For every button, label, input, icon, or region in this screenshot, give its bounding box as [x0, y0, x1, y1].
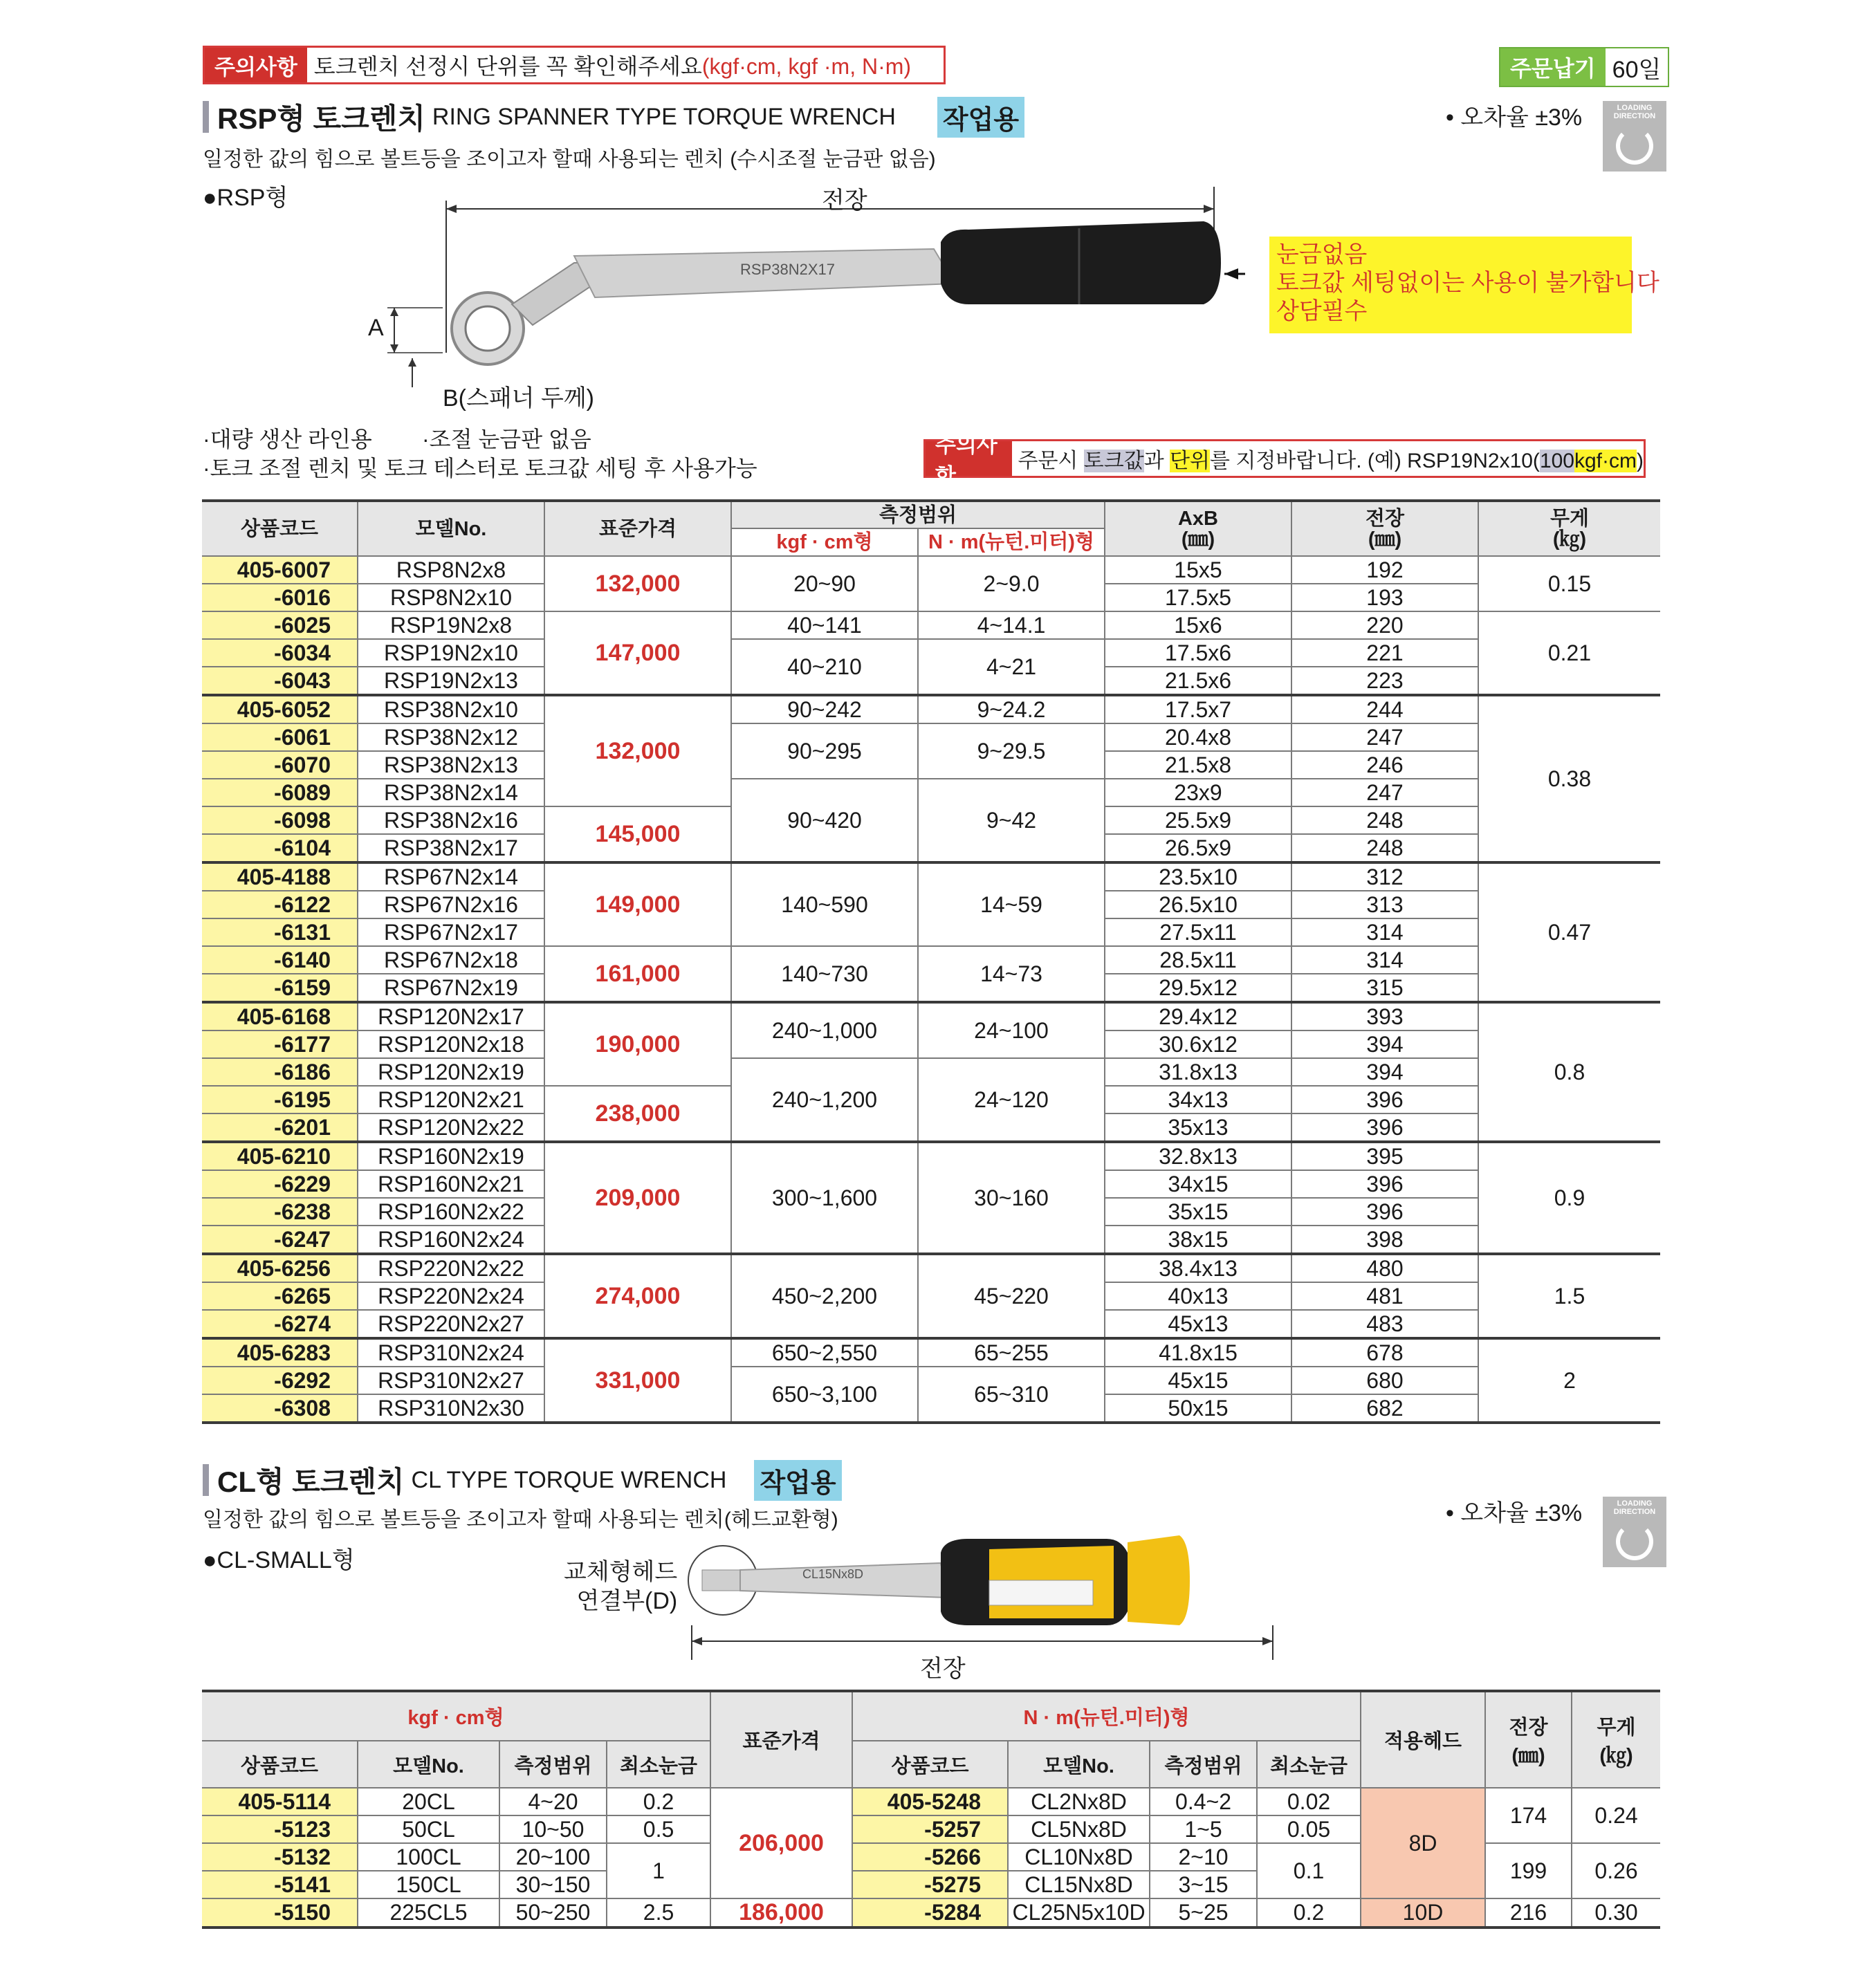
rsp-length-label: 전장 — [822, 187, 867, 214]
model-no: RSP38N2x10 — [358, 695, 544, 723]
table-row — [202, 556, 1660, 584]
table-row — [202, 1338, 1660, 1367]
length: 246 — [1291, 751, 1478, 779]
range-nm: 4~21 — [918, 639, 1105, 695]
price: 238,000 — [544, 1086, 731, 1142]
rsp-wrench-image — [346, 173, 1245, 408]
range-kgf: 650~3,100 — [731, 1367, 918, 1423]
model-no: RSP160N2x24 — [358, 1226, 544, 1254]
weight: 0.8 — [1478, 1002, 1660, 1142]
length: 314 — [1291, 946, 1478, 974]
length: 221 — [1291, 639, 1478, 667]
model-no: RSP160N2x19 — [358, 1142, 544, 1170]
range-kgf: 650~2,550 — [731, 1338, 918, 1367]
col-kgf: kgf · cm형 — [731, 528, 918, 556]
table-row — [202, 1142, 1660, 1170]
length: 483 — [1291, 1310, 1478, 1338]
table-row — [202, 611, 1660, 639]
col-nm-group: N · m(뉴턴.미터)형 — [852, 1691, 1361, 1741]
product-code: -6122 — [202, 891, 358, 918]
table-row — [202, 1002, 1660, 1030]
product-code: -6131 — [202, 918, 358, 946]
feature-1: ·대량 생산 라인용 — [203, 427, 372, 452]
model-no: RSP310N2x24 — [358, 1338, 544, 1367]
model-no: RSP38N2x16 — [358, 806, 544, 834]
range-nm: 30~160 — [918, 1142, 1105, 1254]
axb: 29.4x12 — [1105, 1002, 1291, 1030]
axb: 26.5x9 — [1105, 834, 1291, 862]
product-code: -6034 — [202, 639, 358, 667]
col-min: 최소눈금 — [607, 1741, 710, 1788]
length: 682 — [1291, 1394, 1478, 1423]
model-no: RSP19N2x10 — [358, 639, 544, 667]
model-no: RSP220N2x27 — [358, 1310, 544, 1338]
range-kgf: 140~590 — [731, 862, 918, 946]
use-badge: 작업용 — [937, 97, 1024, 138]
axb: 38x15 — [1105, 1226, 1291, 1254]
model-no: RSP67N2x14 — [358, 862, 544, 891]
model-no: RSP220N2x22 — [358, 1254, 544, 1282]
range-kgf: 90~242 — [731, 695, 918, 723]
lead-time-badge — [1499, 47, 1669, 87]
model-no: RSP120N2x17 — [358, 1002, 544, 1030]
loading-direction-icon: LOADING DIRECTION — [1603, 1497, 1666, 1567]
col-code: 상품코드 — [852, 1741, 1008, 1788]
col-length: 전장 (㎜) — [1291, 501, 1478, 556]
axb: 17.5x6 — [1105, 639, 1291, 667]
range-kgf: 300~1,600 — [731, 1142, 918, 1254]
product-code: -6195 — [202, 1086, 358, 1113]
model-no: RSP8N2x10 — [358, 584, 544, 611]
axb: 32.8x13 — [1105, 1142, 1291, 1170]
range-nm: 65~255 — [918, 1338, 1105, 1367]
axb: 15x6 — [1105, 611, 1291, 639]
col-range: 측정범위 — [731, 501, 1105, 528]
axb: 45x15 — [1105, 1367, 1291, 1394]
length: 247 — [1291, 723, 1478, 751]
axb: 23x9 — [1105, 779, 1291, 806]
col-range: 측정범위 — [499, 1741, 607, 1788]
length: 396 — [1291, 1086, 1478, 1113]
table-row: -5132 100CL 20~100 1 -5266 CL10Nx8D 2~10 0.1 199 0.26 — [202, 1843, 1660, 1871]
length: 193 — [1291, 584, 1478, 611]
price: 274,000 — [544, 1254, 731, 1338]
col-model: 모델No. — [1008, 1741, 1150, 1788]
model-no: RSP310N2x27 — [358, 1367, 544, 1394]
axb: 34x15 — [1105, 1170, 1291, 1198]
range-kgf: 240~1,000 — [731, 1002, 918, 1058]
product-code: 405-4188 — [202, 862, 358, 891]
col-price: 표준가격 — [710, 1691, 852, 1788]
order-notice: 주의사항 주문시 토크값과 단위를 지정바랍니다. (예) RSP19N2x10(100kgf·cm) — [923, 439, 1646, 478]
model-no: RSP38N2x17 — [358, 834, 544, 862]
table-row — [202, 862, 1660, 891]
range-kgf: 140~730 — [731, 946, 918, 1002]
col-code: 상품코드 — [202, 1741, 358, 1788]
feature-3: ·토크 조절 렌치 및 토크 테스터로 토크값 세팅 후 사용가능 — [203, 456, 757, 481]
price: 149,000 — [544, 862, 731, 946]
range-kgf: 450~2,200 — [731, 1254, 918, 1338]
weight: 0.47 — [1478, 862, 1660, 1002]
weight: 0.38 — [1478, 695, 1660, 862]
price: 132,000 — [544, 695, 731, 806]
svg-text:RSP38N2X17: RSP38N2X17 — [740, 261, 835, 278]
cl-type-label: ●CL-SMALL형 — [203, 1547, 355, 1573]
product-code: -6016 — [202, 584, 358, 611]
axb: 27.5x11 — [1105, 918, 1291, 946]
range-kgf: 90~295 — [731, 723, 918, 779]
axb: 21.5x8 — [1105, 751, 1291, 779]
length: 678 — [1291, 1338, 1478, 1367]
range-kgf: 20~90 — [731, 556, 918, 611]
product-code: -6247 — [202, 1226, 358, 1254]
product-code: -6292 — [202, 1367, 358, 1394]
model-no: RSP19N2x13 — [358, 667, 544, 695]
table-row: -5141 150CL 30~150 -5275 CL15Nx8D 3~15 — [202, 1871, 1660, 1898]
price: 145,000 — [544, 806, 731, 862]
axb: 30.6x12 — [1105, 1030, 1291, 1058]
product-code: -6265 — [202, 1282, 358, 1310]
length: 481 — [1291, 1282, 1478, 1310]
axb: 28.5x11 — [1105, 946, 1291, 974]
axb: 17.5x5 — [1105, 584, 1291, 611]
col-weight: 무게 (㎏) — [1572, 1691, 1660, 1788]
price: 161,000 — [544, 946, 731, 1002]
range-nm: 14~73 — [918, 946, 1105, 1002]
length: 395 — [1291, 1142, 1478, 1170]
cl-description: 일정한 값의 힘으로 볼트등을 조이고자 할때 사용되는 렌치(헤드교환형) — [203, 1508, 838, 1531]
range-nm: 9~24.2 — [918, 695, 1105, 723]
product-code: -6274 — [202, 1310, 358, 1338]
range-nm: 24~120 — [918, 1058, 1105, 1142]
price: 132,000 — [544, 556, 731, 611]
length: 313 — [1291, 891, 1478, 918]
table-row — [202, 779, 1660, 806]
length: 394 — [1291, 1030, 1478, 1058]
product-code: -6186 — [202, 1058, 358, 1086]
range-kgf: 240~1,200 — [731, 1058, 918, 1142]
loading-direction-icon: LOADING DIRECTION — [1603, 101, 1666, 172]
table-row: -5150 225CL5 50~250 2.5 186,000 -5284 CL25N5x10D 5~25 0.2 10D 216 0.30 — [202, 1898, 1660, 1928]
rsp-section-title: RSP형 토크렌치 RING SPANNER TYPE TORQUE WRENCH 작업용 — [203, 96, 1024, 138]
table-row — [202, 695, 1660, 723]
model-no: RSP120N2x22 — [358, 1113, 544, 1142]
product-code: 405-6256 — [202, 1254, 358, 1282]
weight: 0.15 — [1478, 556, 1660, 611]
model-no: RSP38N2x12 — [358, 723, 544, 751]
product-code: 405-6210 — [202, 1142, 358, 1170]
col-axb: AxB (㎜) — [1105, 501, 1291, 556]
model-no: RSP220N2x24 — [358, 1282, 544, 1310]
table-row — [202, 1367, 1660, 1394]
length: 223 — [1291, 667, 1478, 695]
col-model: 모델No. — [358, 1741, 499, 1788]
model-no: RSP120N2x21 — [358, 1086, 544, 1113]
axb: 38.4x13 — [1105, 1254, 1291, 1282]
table-row — [202, 639, 1660, 667]
product-code: 405-6052 — [202, 695, 358, 723]
length: 314 — [1291, 918, 1478, 946]
product-code: -6177 — [202, 1030, 358, 1058]
length: 248 — [1291, 806, 1478, 834]
axb: 26.5x10 — [1105, 891, 1291, 918]
length: 312 — [1291, 862, 1478, 891]
model-no: RSP120N2x18 — [358, 1030, 544, 1058]
cl-section-title: CL형 토크렌치 CL TYPE TORQUE WRENCH 작업용 — [203, 1459, 842, 1501]
replaceable-head-label: 교체형헤드 연결부(D) — [564, 1559, 678, 1614]
model-no: RSP120N2x19 — [358, 1058, 544, 1086]
model-no: RSP310N2x30 — [358, 1394, 544, 1423]
range-nm: 4~14.1 — [918, 611, 1105, 639]
range-nm: 24~100 — [918, 1002, 1105, 1058]
rsp-type-label: ●RSP형 — [203, 185, 288, 211]
axb: 34x13 — [1105, 1086, 1291, 1113]
length: 480 — [1291, 1254, 1478, 1282]
price: 209,000 — [544, 1142, 731, 1254]
length: 396 — [1291, 1198, 1478, 1226]
range-nm: 9~42 — [918, 779, 1105, 862]
product-code: -6070 — [202, 751, 358, 779]
product-code: -6104 — [202, 834, 358, 862]
model-no: RSP67N2x16 — [358, 891, 544, 918]
cl-tolerance: • 오차율 ±3% — [1446, 1500, 1583, 1526]
axb: 50x15 — [1105, 1394, 1291, 1423]
range-nm: 9~29.5 — [918, 723, 1105, 779]
price: 190,000 — [544, 1002, 731, 1086]
length: 398 — [1291, 1226, 1478, 1254]
price: 331,000 — [544, 1338, 731, 1423]
product-code: 405-6007 — [202, 556, 358, 584]
weight: 0.9 — [1478, 1142, 1660, 1254]
unit-notice — [203, 46, 946, 84]
product-code: -6089 — [202, 779, 358, 806]
lead-time-label: 주문납기 — [1500, 48, 1606, 86]
axb: 17.5x7 — [1105, 695, 1291, 723]
axb: 35x13 — [1105, 1113, 1291, 1142]
length: 396 — [1291, 1170, 1478, 1198]
range-kgf: 90~420 — [731, 779, 918, 862]
model-no: RSP38N2x14 — [358, 779, 544, 806]
axb: 35x15 — [1105, 1198, 1291, 1226]
product-code: 405-6168 — [202, 1002, 358, 1030]
axb: 15x5 — [1105, 556, 1291, 584]
table-row — [202, 723, 1660, 751]
length: 248 — [1291, 834, 1478, 862]
length: 244 — [1291, 695, 1478, 723]
rsp-description: 일정한 값의 힘으로 볼트등을 조이고자 할때 사용되는 렌치 (수시조절 눈금판 없음) — [203, 148, 936, 171]
rsp-tolerance: • 오차율 ±3% — [1446, 104, 1583, 131]
product-code: -6098 — [202, 806, 358, 834]
price: 147,000 — [544, 611, 731, 695]
weight: 2 — [1478, 1338, 1660, 1423]
col-price: 표준가격 — [544, 501, 731, 556]
model-no: RSP67N2x17 — [358, 918, 544, 946]
product-code: -6043 — [202, 667, 358, 695]
col-kgf-group: kgf · cm형 — [202, 1691, 710, 1741]
table-row — [202, 1058, 1660, 1086]
cl-spec-table — [202, 1690, 1660, 1929]
product-code: -6025 — [202, 611, 358, 639]
table-row: -5123 50CL 10~50 0.5 -5257 CL5Nx8D 1~5 0.05 — [202, 1815, 1660, 1843]
notice-text: 토크렌치 선정시 단위를 꼭 확인해주세요(kgf·cm, kgf ·m, N·m) — [313, 54, 912, 79]
length: 247 — [1291, 779, 1478, 806]
length: 220 — [1291, 611, 1478, 639]
length: 680 — [1291, 1367, 1478, 1394]
axb: 25.5x9 — [1105, 806, 1291, 834]
col-range: 측정범위 — [1150, 1741, 1257, 1788]
col-nm: N · m(뉴턴.미터)형 — [918, 528, 1105, 556]
range-nm: 65~310 — [918, 1367, 1105, 1423]
product-code: -6308 — [202, 1394, 358, 1423]
length: 315 — [1291, 974, 1478, 1002]
cl-wrench-image — [664, 1522, 1287, 1660]
notice-tag: 주의사항 — [205, 48, 307, 82]
axb: 41.8x15 — [1105, 1338, 1291, 1367]
col-min: 최소눈금 — [1257, 1741, 1361, 1788]
model-no: RSP38N2x13 — [358, 751, 544, 779]
axb: 20.4x8 — [1105, 723, 1291, 751]
col-code: 상품코드 — [202, 501, 358, 556]
col-model: 모델No. — [358, 501, 544, 556]
model-no: RSP67N2x19 — [358, 974, 544, 1002]
axb: 29.5x12 — [1105, 974, 1291, 1002]
product-code: -6061 — [202, 723, 358, 751]
lead-time-value: 60일 — [1606, 48, 1668, 86]
rsp-spec-table — [202, 499, 1660, 1424]
table-row — [202, 1254, 1660, 1282]
model-no: RSP160N2x22 — [358, 1198, 544, 1226]
axb: 31.8x13 — [1105, 1058, 1291, 1086]
axb: 45x13 — [1105, 1310, 1291, 1338]
length: 394 — [1291, 1058, 1478, 1086]
table-row: 405-5114 20CL 4~20 0.2 206,000 405-5248 CL2Nx8D 0.4~2 0.02 8D 174 0.24 — [202, 1788, 1660, 1815]
dimension-b-label: B(스패너 두께) — [443, 385, 594, 412]
model-no: RSP67N2x18 — [358, 946, 544, 974]
weight: 0.21 — [1478, 611, 1660, 695]
length: 396 — [1291, 1113, 1478, 1142]
product-code: 405-6283 — [202, 1338, 358, 1367]
cl-length-label: 전장 — [920, 1656, 966, 1682]
col-head: 적용헤드 — [1361, 1691, 1485, 1788]
feature-2: ·조절 눈금판 없음 — [422, 427, 591, 452]
col-length: 전장 (㎜) — [1485, 1691, 1572, 1788]
col-weight: 무게 (㎏) — [1478, 501, 1660, 556]
product-code: -6140 — [202, 946, 358, 974]
range-kgf: 40~210 — [731, 639, 918, 695]
svg-text:CL15Nx8D: CL15Nx8D — [802, 1567, 864, 1581]
axb: 21.5x6 — [1105, 667, 1291, 695]
table-row — [202, 946, 1660, 974]
use-badge: 작업용 — [754, 1460, 841, 1501]
range-nm: 14~59 — [918, 862, 1105, 946]
product-code: -6238 — [202, 1198, 358, 1226]
range-kgf: 40~141 — [731, 611, 918, 639]
length: 393 — [1291, 1002, 1478, 1030]
product-code: -6159 — [202, 974, 358, 1002]
length: 192 — [1291, 556, 1478, 584]
product-code: -6229 — [202, 1170, 358, 1198]
product-code: -6201 — [202, 1113, 358, 1142]
axb: 23.5x10 — [1105, 862, 1291, 891]
axb: 40x13 — [1105, 1282, 1291, 1310]
model-no: RSP8N2x8 — [358, 556, 544, 584]
model-no: RSP19N2x8 — [358, 611, 544, 639]
range-nm: 45~220 — [918, 1254, 1105, 1338]
dimension-a-label: A — [368, 315, 384, 341]
range-nm: 2~9.0 — [918, 556, 1105, 611]
no-scale-warning: 눈금없음 토크값 세팅없이는 사용이 불가합니다 상담필수 — [1269, 237, 1632, 333]
weight: 1.5 — [1478, 1254, 1660, 1338]
model-no: RSP160N2x21 — [358, 1170, 544, 1198]
